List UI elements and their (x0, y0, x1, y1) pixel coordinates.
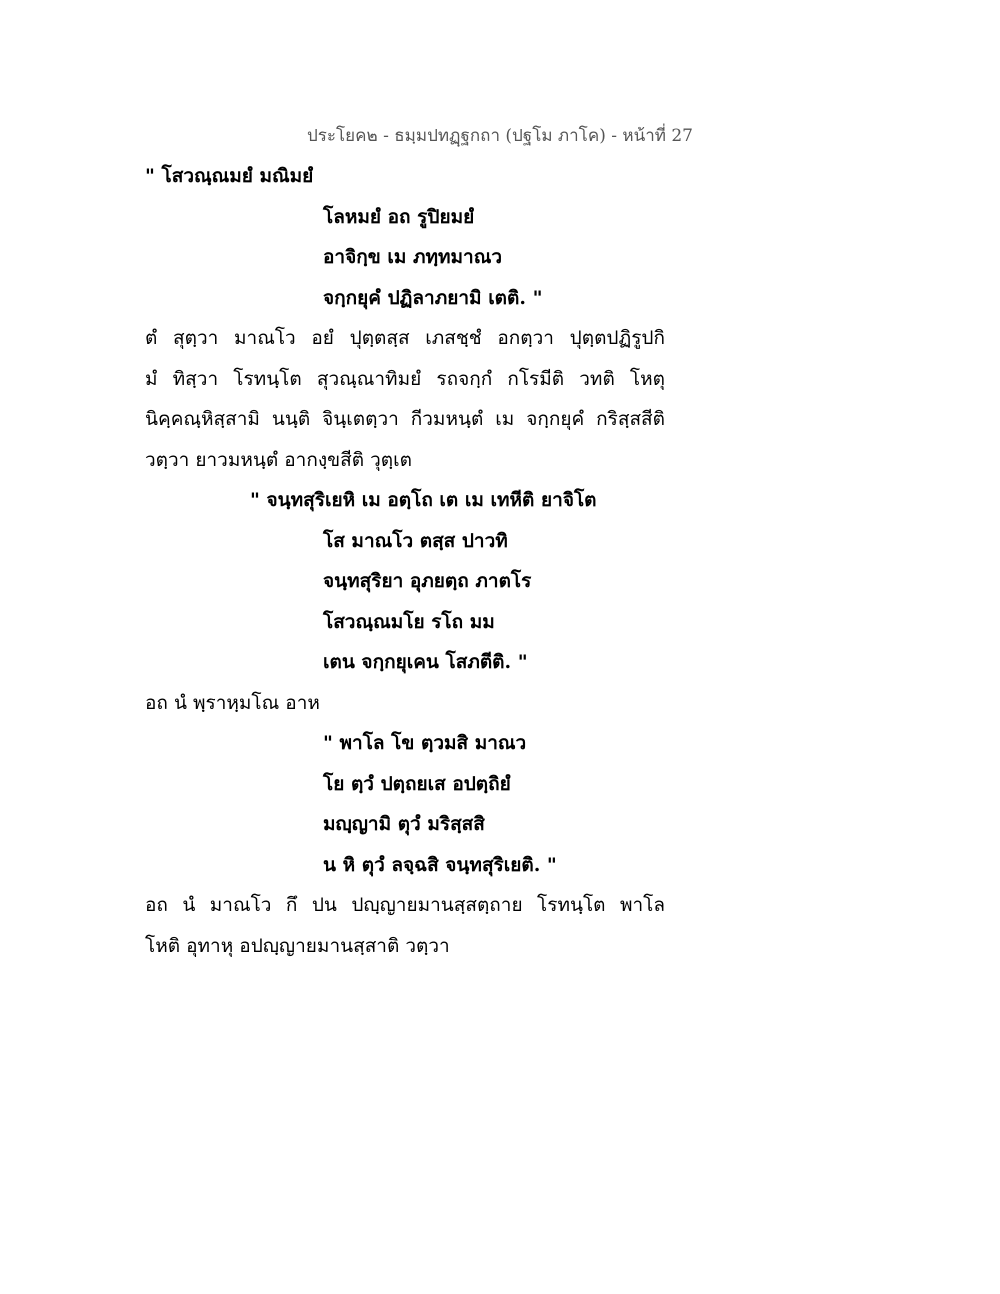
verse-line: " จนฺทสุริเยหิ เม อตฺโถ เต เม เทหีติ ยาจิโต (250, 489, 597, 511)
verse-line: น หิ ตุวํ ลจฺฉสิ จนฺทสุริเยติ. " (323, 853, 557, 876)
verse-line: จกฺกยุคํ ปฏิลาภยามิ เตติ. " (323, 286, 543, 309)
verse-line: โลหมยํ อถ รูปิยมยํ (323, 205, 475, 228)
verse-line: " พาโล โข ตฺวมสิ มาณว (323, 732, 527, 754)
prose-line: อถ นํ พฺราหฺมโณ อาห (145, 691, 320, 714)
prose-line: วตฺวา ยาวมหนฺตํ อากงฺขสีติ วุตฺเต (145, 448, 412, 471)
verse-line: " โสวณฺณมยํ มณิมยํ (145, 165, 314, 187)
page-header: ประโยค๒ - ธมฺมปทฏฺฐกถา (ปฐโม ภาโค) - หน้าที่ 27 (307, 126, 693, 146)
prose-line: นิคฺคณฺหิสฺสามิ นนฺติ จินฺเตตฺวา กีวมหนฺตํ เม จกฺกยุคํ กริสฺสสีติ (145, 408, 665, 430)
verse-line: โย ตฺวํ ปตฺถยเส อปตฺถิยํ (323, 772, 511, 795)
verse-line: เตน จกฺกยุเคน โสภตีติ. " (323, 651, 528, 673)
verse-line: โส มาณโว ตสฺส ปาวทิ (323, 529, 508, 552)
prose-line: อถ นํ มาณโว กึ ปน ปญฺญายมานสฺสตฺถาย โรทนฺโต พาโล (145, 894, 665, 916)
verse-line: มญฺญามิ ตุวํ มริสฺสสิ (323, 813, 485, 835)
prose-line: มํ ทิสฺวา โรทนฺโต สุวณฺณาทิมยํ รถจกฺกํ กโรมีติ วทติ โหตุ (145, 367, 665, 390)
prose-line: ตํ สุตฺวา มาณโว อยํ ปุตฺตสฺส เภสชฺชํ อกตฺวา ปุตฺตปฏิรูปกิ (145, 327, 665, 349)
prose-line: โหติ อุทาหุ อปญฺญายมานสฺสาติ วตฺวา (145, 934, 450, 957)
verse-line: จนฺทสุริยา อุภยตฺถ ภาตโร (323, 570, 532, 592)
verse-line: อาจิกฺข เม ภทฺทมาณว (323, 246, 503, 268)
verse-line: โสวณฺณมโย รโถ มม (323, 610, 495, 633)
document-body (145, 156, 665, 966)
